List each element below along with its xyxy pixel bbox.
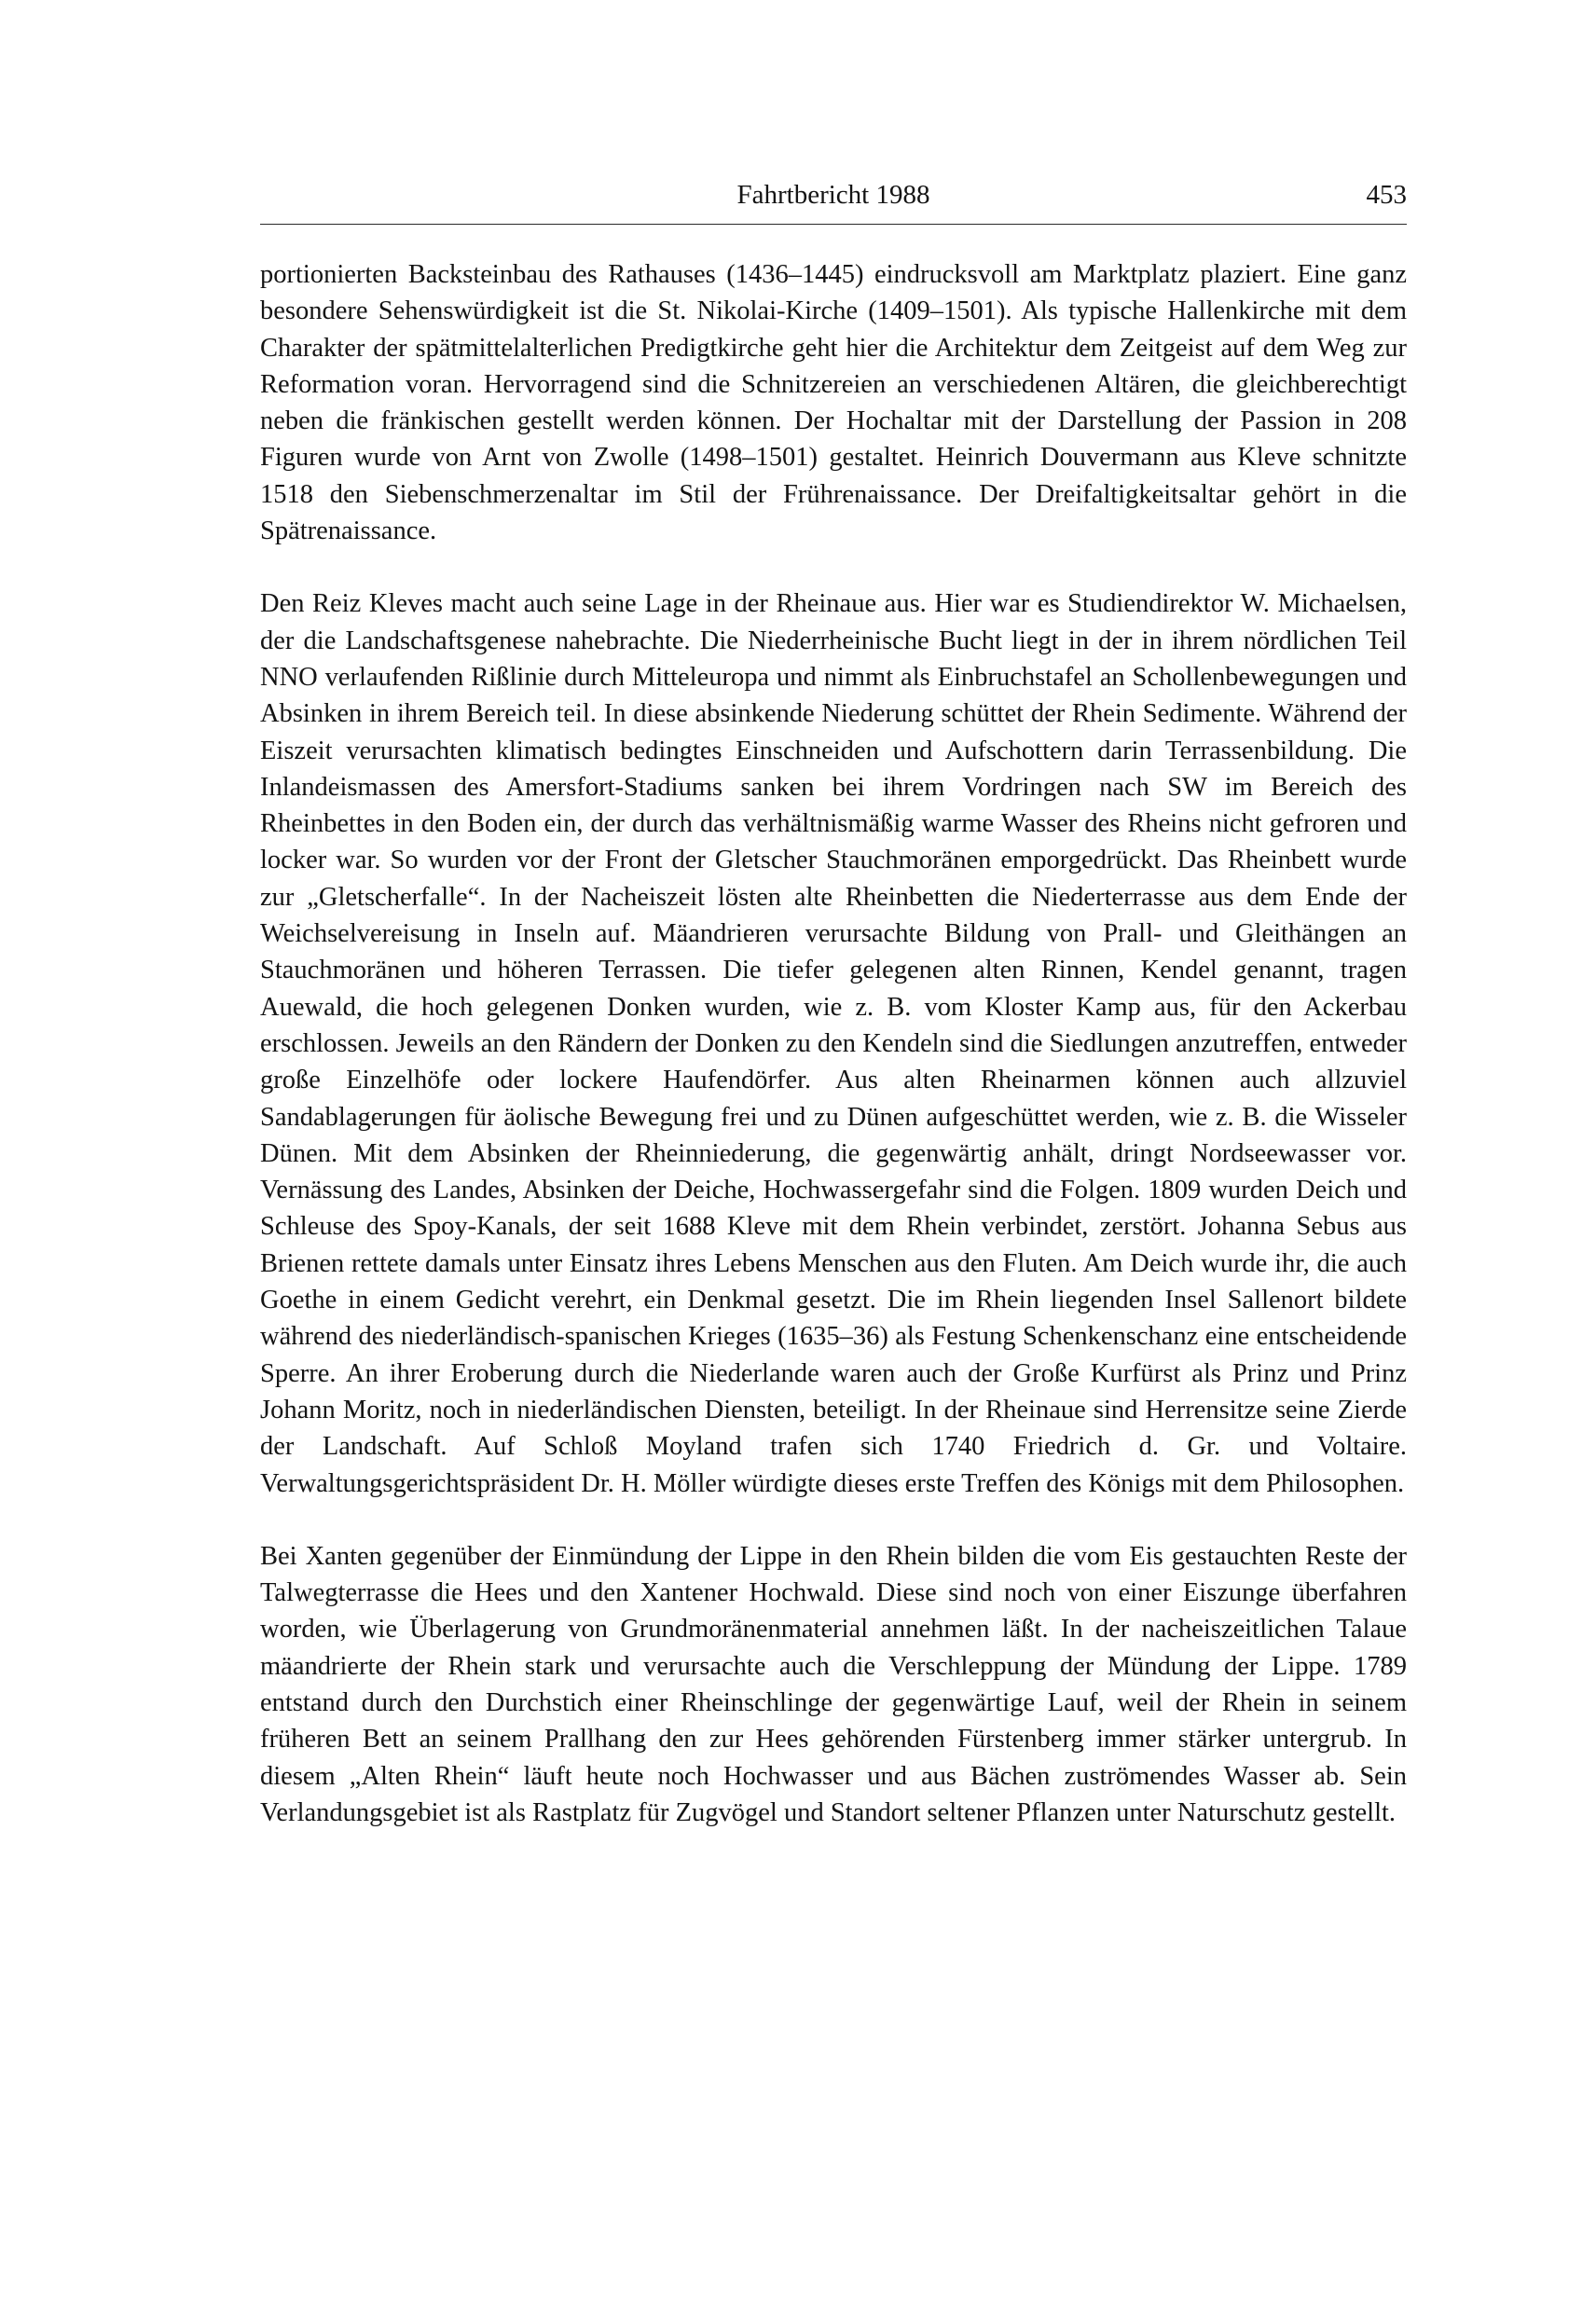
page-number: 453 [1366,180,1407,210]
header-rule [260,224,1407,225]
paragraph-xanten-hees: Bei Xanten gegenüber der Einmündung der Lippe in den Rhein bilden die vom Eis gestauchten Reste der Talwegterrasse die Hees und den Xantener Hochwald. Diese sind noch von einer Eiszunge überfahren worden, wie Überlagerung von Grundmoränenmaterial annehmen läßt. In der nacheiszeitlichen Talaue mäandrierte der Rhein stark und verursachte auch die Verschleppung der Mündung der Lippe. 1789 entstand durch den Durchstich einer Rheinschlinge der gegenwärtige Lauf, weil der Rhein in seinem früheren Bett an seinem Prallhang den zur Hees gehörenden Fürstenberg immer stärker untergrub. In diesem „Alten Rhein“ läuft heute noch Hochwasser und aus Bächen zuströmendes Wasser ab. Sein Verlandungsgebiet ist als Rastplatz für Zugvögel und Standort seltener Pflanzen unter Naturschutz gestellt. [260,1541,1407,1827]
body-text [260,256,1407,1831]
paragraph-rheinaue-landschaftsgenese: Den Reiz Kleves macht auch seine Lage in der Rheinaue aus. Hier war es Studiendirektor W. Michaelsen, der die Landschaftsgenese nahebrachte. Die Niederrheinische Bucht liegt in der in ihrem nördlichen Teil NNO verlaufenden Rißlinie durch Mitteleuropa und nimmt als Einbruchstafel an Schollenbewegungen und Absinken in ihrem Bereich teil. In diese absinkende Niederung schüttet der Rhein Sedimente. Während der Eiszeit verursachten klimatisch bedingtes Einschneiden und Aufschottern darin Terrassenbildung. Die Inlandeismassen des Amersfort-Stadiums sanken bei ihrem Vordringen nach SW im Bereich des Rheinbettes in den Boden ein, der durch das verhältnismäßig warme Wasser des Rheins nicht gefroren und locker war. So wurden vor der Front der Gletscher Stauchmoränen emporgedrückt. Das Rheinbett wurde zur „Gletscherfalle“. In der Nacheiszeit lösten alte Rheinbetten die Niederterrasse aus dem Ende der Weichselvereisung in Inseln auf. Mäandrieren verursachte Bildung von Prall- und Gleithängen an Stauchmoränen und höheren Terrassen. Die tiefer gelegenen alten Rinnen, Kendel genannt, tragen Auewald, die hoch gelegenen Donken wurden, wie z. B. vom Kloster Kamp aus, für den Ackerbau erschlossen. Jeweils an den Rändern der Donken zu den Kendeln sind die Siedlungen anzutreffen, entweder große Einzelhöfe oder lockere Haufendörfer. Aus alten Rheinarmen können auch allzuviel Sandablagerungen für äolische Bewegung frei und zu Dünen aufgeschüttet werden, wie z. B. die Wisseler Dünen. Mit dem Absinken der Rheinniederung, die gegenwärtig anhält, dringt Nordseewasser vor. Vernässung des Landes, Absinken der Deiche, Hochwassergefahr sind die Folgen. 1809 wurden Deich und Schleuse des Spoy-Kanals, der seit 1688 Kleve mit dem Rhein verbindet, zerstört. Johanna Sebus aus Brienen rettete damals unter Einsatz ihres Lebens Menschen aus den Fluten. Am Deich wurde ihr, die auch Goethe in einem Gedicht verehrt, ein Denkmal gesetzt. Die im Rhein liegenden Insel Sallenort bildete während des niederländisch-spanischen Krieges (1635–36) als Festung Schenkenschanz eine entscheidende Sperre. An ihrer Eroberung durch die Niederlande waren auch der Große Kurfürst als Prinz und Prinz Johann Moritz, noch in niederländischen Diensten, beteiligt. In der Rheinaue sind Herrensitze seine Zierde der Landschaft. Auf Schloß Moyland trafen sich 1740 Friedrich d. Gr. und Voltaire. Verwaltungsgerichtspräsident Dr. H. Möller würdigte dieses erste Treffen des Königs mit dem Philosophen. [260,589,1407,1498]
running-header [260,173,1407,216]
header-title: Fahrtbericht 1988 [736,180,930,210]
paragraph-rathaus-nikolai-kirche: portionierten Backsteinbau des Rathauses (1436–1445) eindrucksvoll am Marktplatz plaziert. Eine ganz besondere Sehenswürdigkeit ist die St. Nikolai-Kirche (1409–1501). Als typische Hallenkirche mit dem Charakter der spätmittelalterlichen Predigtkirche geht hier die Architektur dem Zeitgeist auf dem Weg zur Reformation voran. Hervorragend sind die Schnitzereien an verschiedenen Altären, die gleichberechtigt neben die fränkischen gestellt werden können. Der Hochaltar mit der Darstellung der Passion in 208 Figuren wurde von Arnt von Zwolle (1498–1501) gestaltet. Heinrich Douvermann aus Kleve schnitzte 1518 den Siebenschmerzenaltar im Stil der Frührenaissance. Der Dreifaltigkeitsaltar gehört in die Spätrenaissance. [260,260,1407,546]
